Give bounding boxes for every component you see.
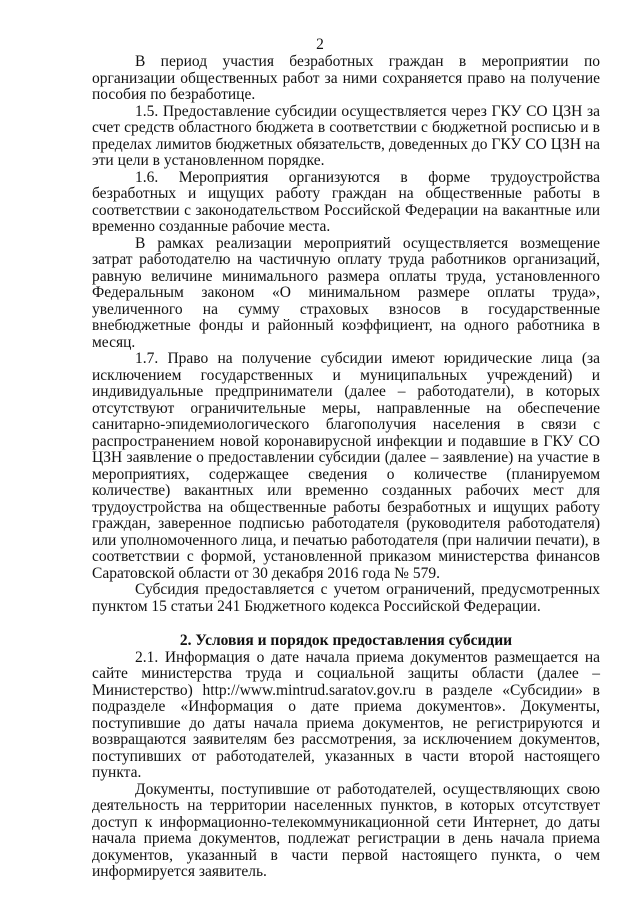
page-number: 2 [316, 36, 324, 53]
paragraph-cost-reimbursement: В рамках реализации мероприятий осуществляется возмещение затрат работодателю на частичную оплату труда работников организаций, равную величине минимального размера оплаты труда, установленного Федеральным законом «О минимальном размере оплаты труда», увеличенного на сумму страховых взносов в государственные внебюджетные фонды и районный коэффициент, на одного работника в месяц. [92, 234, 600, 351]
paragraph-budget-code-restrictions: Субсидия предоставляется с учетом ограничений, предусмотренных пунктом 15 статьи 241 Бюджетного кодекса Российской Федерации. [92, 581, 600, 615]
paragraph-documents-no-internet: Документы, поступившие от работодателей, осуществляющих свою деятельность на территории населенных пунктов, в которых отсутствует доступ к информационно-телекоммуникационной сети Интернет, до даты начала приема документов, подлежат регистрации в день начала приема документов, указанный в части первой настоящего пункта, о чем информируется заявитель. [92, 780, 600, 880]
paragraph-unemployed-benefit: В период участия безработных граждан в мероприятии по организации общественных работ за ними сохраняется право на получение пособия по безработице. [92, 53, 600, 103]
paragraph-2-1: 2.1. Информация о дате начала приема документов размещается на сайте министерства труда и социальной защиты области (далее – Министерство) http://www.mintrud.saratov.gov.ru в разделе «Субсидии» в подразделе «Информация о дате приема документов». Документы, поступившие до даты начала приема документов, не регистрируются и возвращаются заявителям без рассмотрения, за исключением документов, поступивших от работодателей, указанных в части второй настоящего пункта. [92, 648, 600, 781]
paragraph-1-7: 1.7. Право на получение субсидии имеют юридические лица (за исключением государственных и муниципальных учреждений) и индивидуальные предприниматели (далее – работодатели), в которых отсутствуют ограничительные меры, направленные на обеспечение санитарно-эпидемиологического благополучия населения в связи с распространением новой коронавирусной инфекции и подавшие в ГКУ СО ЦЗН заявление о предоставлении субсидии (далее – заявление) на участие в мероприятиях, содержащее сведения о количестве (планируемом количестве) вакантных или временно созданных рабочих мест для трудоустройства на общественные работы безработных и ищущих работу граждан, заверенное подписью работодателя (руководителя работодателя) или уполномоченного лица, и печатью работодателя (при наличии печати), в соответствии с формой, установленной приказом министерства финансов Саратовской области от 30 декабря 2016 года № 579. [92, 350, 600, 582]
document-body [92, 54, 600, 881]
paragraph-1-6: 1.6. Мероприятия организуются в форме трудоустройства безработных и ищущих работу граждан на общественные работы в соответствии с законодательством Российской Федерации на вакантные или временно созданные рабочие места. [92, 168, 600, 235]
section-heading: 2. Условия и порядок предоставления субсидии [179, 632, 513, 649]
paragraph-1-5: 1.5. Предоставление субсидии осуществляется через ГКУ СО ЦЗН за счет средств областного бюджета в соответствии с бюджетной росписью и в пределах лимитов бюджетных обязательств, доведенных до ГКУ СО ЦЗН на эти цели в установленном порядке. [92, 102, 600, 169]
